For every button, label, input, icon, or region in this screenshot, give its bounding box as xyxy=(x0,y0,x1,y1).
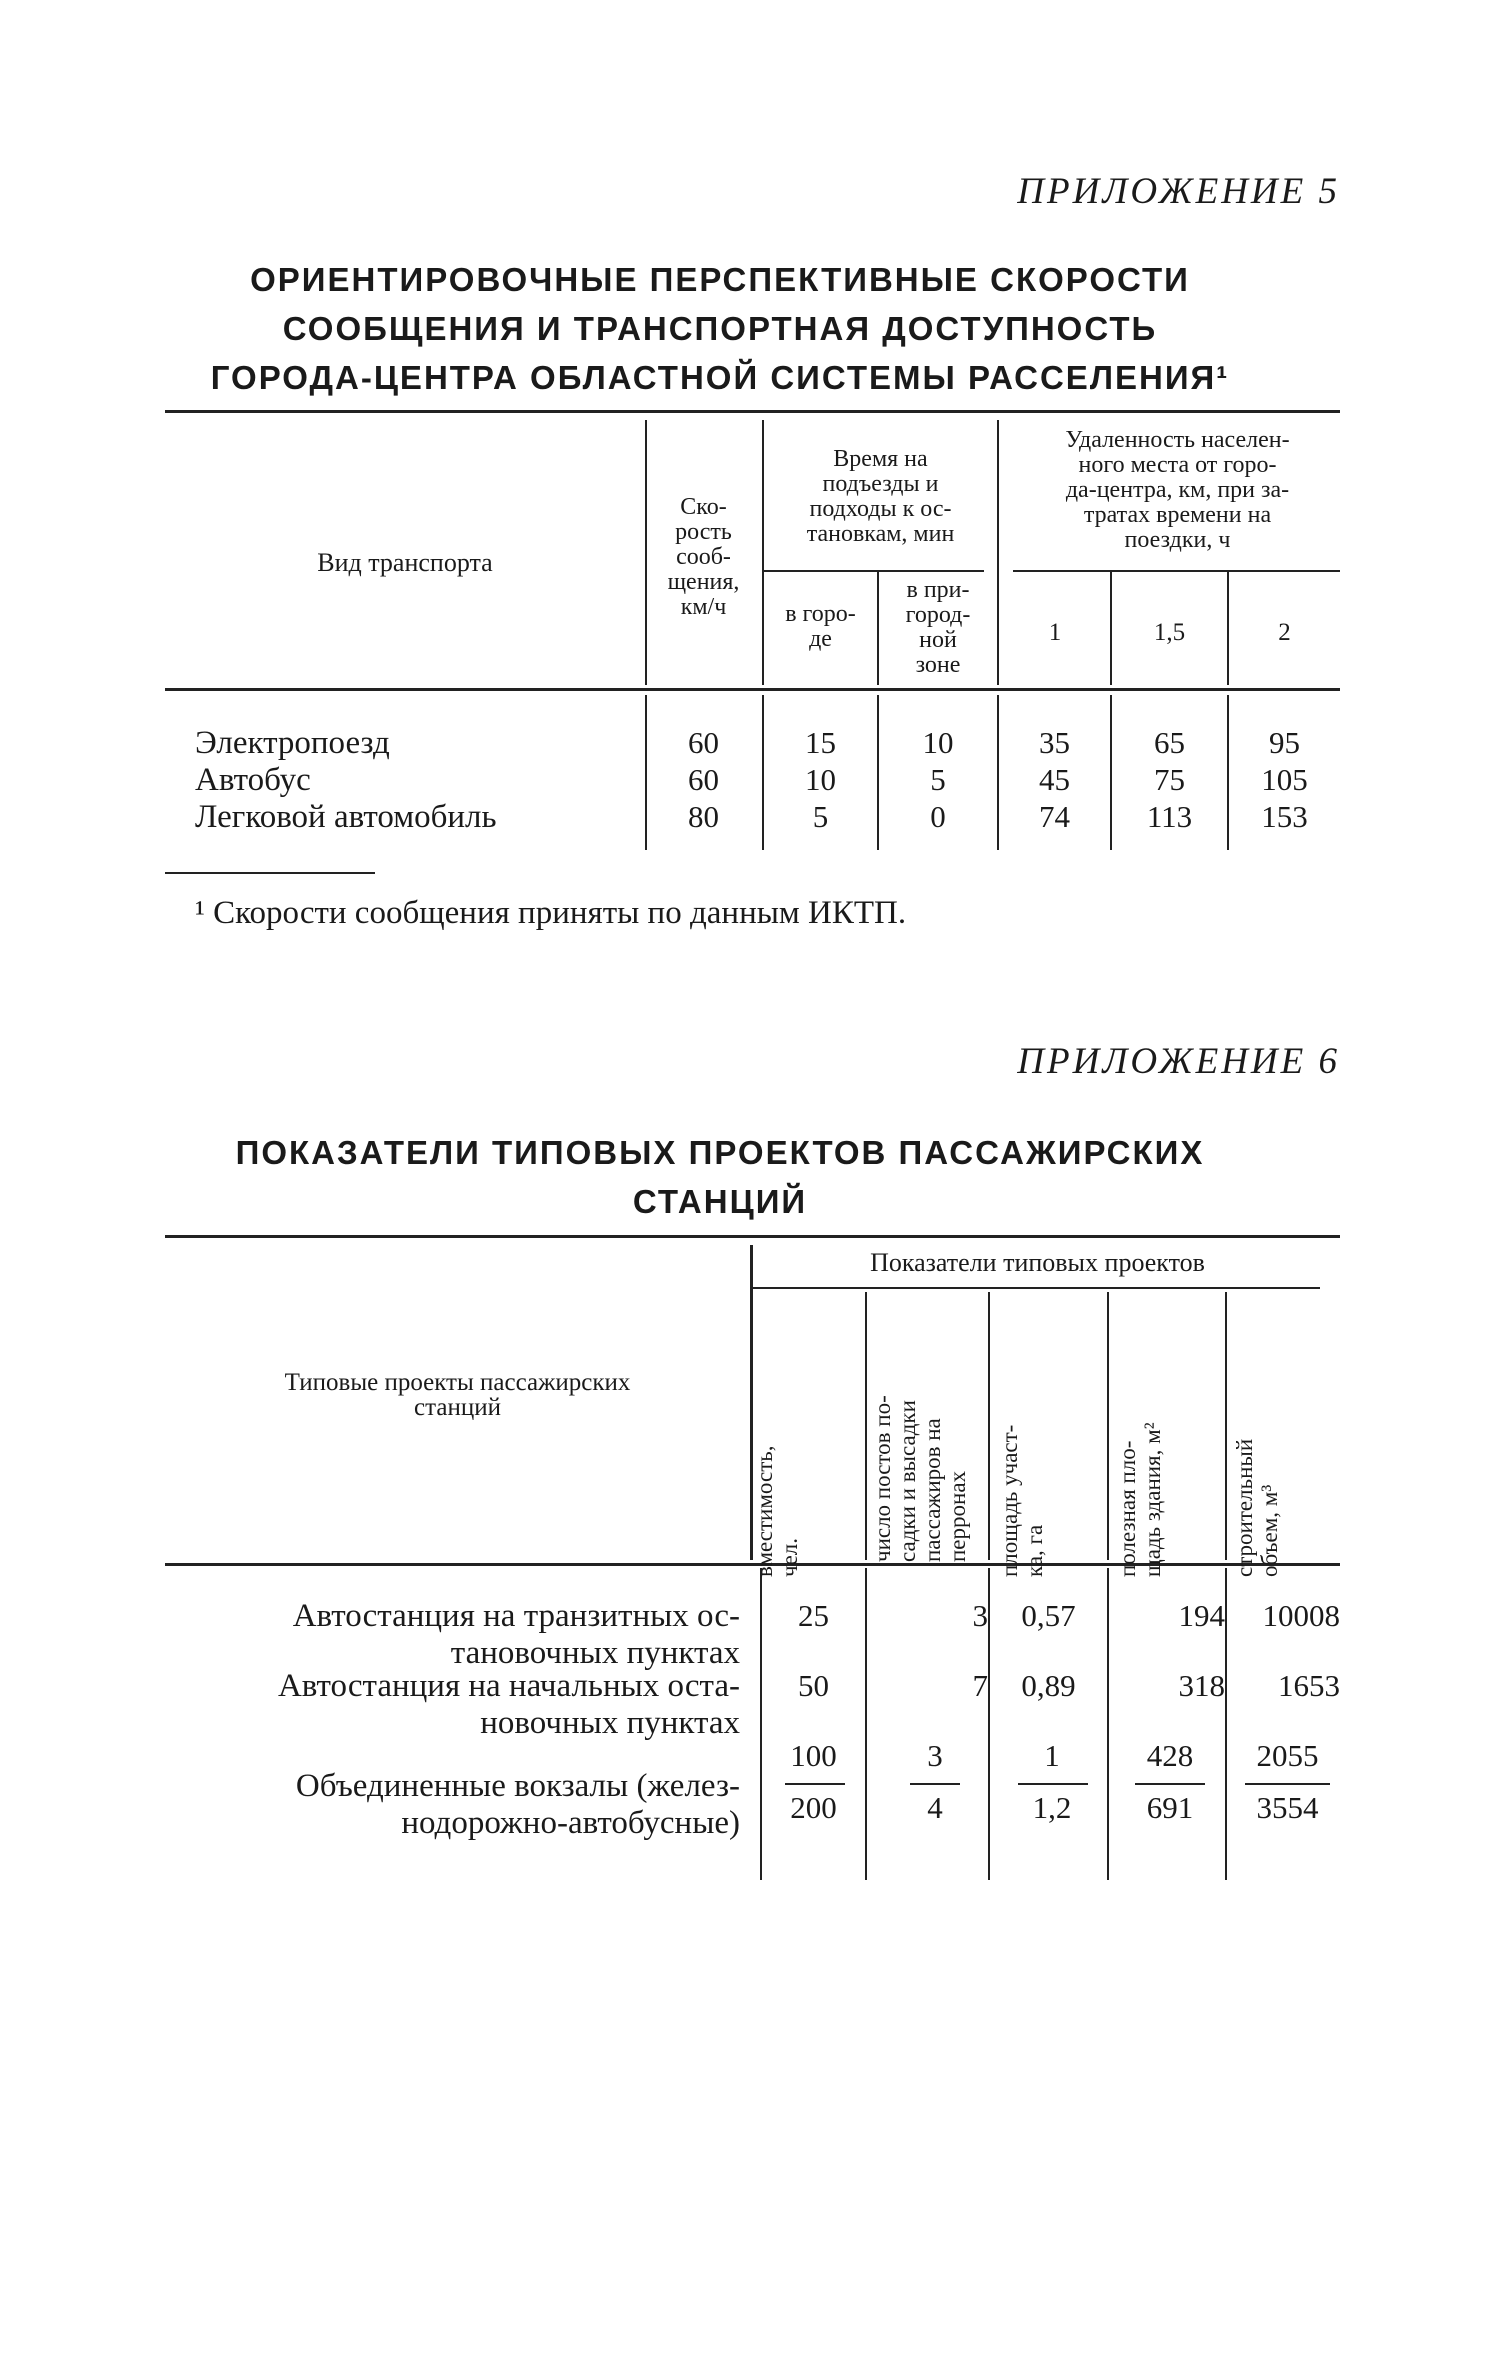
header-volume: строительный объем, м³ xyxy=(1232,1438,1282,1577)
table1-row-name: Электропоезд xyxy=(195,725,390,761)
header-area: площадь участ- ка, га xyxy=(997,1424,1047,1577)
combined-volume-top: 2055 xyxy=(1256,1738,1319,1773)
table2-vline xyxy=(865,1292,867,1560)
table1-cell: 5 xyxy=(812,799,829,834)
table2-cell: 25 xyxy=(798,1598,829,1633)
header-capacity: вместимость, чел. xyxy=(752,1445,802,1577)
footnote: ¹ Скорости сообщения приняты по данным ИКТП. xyxy=(195,895,907,931)
fraction-bar xyxy=(910,1783,960,1785)
table2-cell: 3 xyxy=(972,1598,988,1633)
appendix-6-label: ПРИЛОЖЕНИЕ 6 xyxy=(1017,1041,1340,1082)
combined-area-top: 1 xyxy=(1044,1738,1060,1773)
table1-cell: 113 xyxy=(1146,799,1193,834)
table2-cell: 194 xyxy=(1178,1598,1225,1633)
table1-cell: 153 xyxy=(1261,799,1308,834)
combined-area-bottom: 1,2 xyxy=(1032,1790,1072,1825)
table2-vline xyxy=(1107,1292,1109,1560)
table2-row-name-combined: Объединенные вокзалы (желез- нодорожно-автобусные) xyxy=(295,1768,740,1841)
combined-capacity-bottom: 200 xyxy=(790,1790,837,1825)
table1-cell: 74 xyxy=(1039,799,1070,834)
table1-cell: 45 xyxy=(1039,762,1070,797)
combined-useful-top: 428 xyxy=(1146,1738,1194,1773)
table2-row-name: Автостанция на транзитных ос- тановочных пунктах xyxy=(292,1598,740,1671)
header-projects: Типовые проекты пассажирских станций xyxy=(284,1369,631,1421)
table1-time-subrule xyxy=(762,570,984,572)
fraction-bar xyxy=(1245,1783,1330,1785)
table1-row-name: Легковой автомобиль xyxy=(195,799,497,835)
table1-cell: 60 xyxy=(688,725,719,760)
combined-useful-bottom: 691 xyxy=(1146,1790,1194,1825)
table2-cell: 10008 xyxy=(1262,1598,1340,1633)
table2-top-rule xyxy=(165,1235,1340,1238)
header-time-group: Время на подъезды и подходы к ос- тановкам, мин xyxy=(806,446,955,547)
table2-cell: 50 xyxy=(798,1668,829,1703)
header-useful-area: полезная пло- щадь здания, м² xyxy=(1115,1422,1165,1577)
table2-cell: 1653 xyxy=(1278,1668,1340,1703)
combined-posts-bottom: 4 xyxy=(927,1790,943,1825)
appendix-5-title xyxy=(180,255,1260,402)
table1-cell: 75 xyxy=(1154,762,1185,797)
combined-volume-bottom: 3554 xyxy=(1256,1790,1319,1825)
header-indicators-group: Показатели типовых проектов xyxy=(870,1248,1205,1277)
table2-group-rule xyxy=(750,1287,1320,1289)
header-distance-1-5: 1,5 xyxy=(1153,619,1186,646)
table1-cell: 10 xyxy=(805,762,836,797)
table2-vline xyxy=(988,1292,990,1560)
header-posts: число постов по- садки и высадки пассажиров на перронах xyxy=(870,1395,970,1562)
table2-cell: 0,57 xyxy=(1021,1598,1076,1633)
table1-cell: 80 xyxy=(688,799,719,834)
fraction-bar xyxy=(1018,1783,1088,1785)
appendix-6-title-line-1: ПОКАЗАТЕЛИ ТИПОВЫХ ПРОЕКТОВ ПАССАЖИРСКИХ xyxy=(235,1134,1205,1171)
table1-cell: 5 xyxy=(930,762,946,797)
table1-cell: 65 xyxy=(1154,725,1185,760)
appendix-6-title xyxy=(180,1128,1260,1226)
table1-cell: 35 xyxy=(1039,725,1070,760)
combined-capacity-top: 100 xyxy=(790,1738,837,1773)
table1-cell: 10 xyxy=(922,725,954,760)
fraction-bar xyxy=(785,1783,845,1785)
appendix-5-title-line-2: СООБЩЕНИЯ И ТРАНСПОРТНАЯ ДОСТУПНОСТЬ xyxy=(282,310,1158,347)
table2-cell: 7 xyxy=(972,1668,988,1703)
table1-header-rule xyxy=(165,688,1340,691)
appendix-5-title-line-3: ГОРОДА-ЦЕНТРА ОБЛАСТНОЙ СИСТЕМЫ РАССЕЛЕНИЯ¹ xyxy=(210,359,1230,396)
fraction-bar xyxy=(1135,1783,1205,1785)
header-speed: Ско- рость сооб- щения, км/ч xyxy=(667,494,740,620)
header-distance-1: 1 xyxy=(1048,619,1062,646)
appendix-5-label: ПРИЛОЖЕНИЕ 5 xyxy=(1017,171,1340,212)
table1-top-rule xyxy=(165,410,1340,413)
header-transport: Вид транспорта xyxy=(317,548,493,577)
table2-cell: 0,89 xyxy=(1021,1668,1076,1703)
combined-posts-top: 3 xyxy=(927,1738,943,1773)
table1-cell: 0 xyxy=(930,799,946,834)
table2-vline xyxy=(1225,1292,1227,1560)
table1-cell: 15 xyxy=(805,725,836,760)
header-time-suburb: в при- город- ной зоне xyxy=(905,577,971,678)
header-time-city: в горо- де xyxy=(785,601,856,652)
footnote-rule xyxy=(165,872,375,874)
table1-cell: 95 xyxy=(1269,725,1300,760)
table1-distance-subrule xyxy=(1013,570,1340,572)
appendix-6-title-line-2: СТАНЦИЙ xyxy=(632,1183,808,1220)
table1-cell: 105 xyxy=(1261,762,1308,797)
table1-cell: 60 xyxy=(688,762,719,797)
appendix-5-title-line-1: ОРИЕНТИРОВОЧНЫЕ ПЕРСПЕКТИВНЫЕ СКОРОСТИ xyxy=(250,261,1190,298)
header-distance-2: 2 xyxy=(1278,619,1291,646)
table2-cell: 318 xyxy=(1178,1668,1225,1703)
table1-vline xyxy=(997,420,999,685)
header-distance-group: Удаленность населен- ного места от горо- да-центра, км, при за- тратах времени на поездки, ч xyxy=(1065,427,1290,553)
table1-row-name: Автобус xyxy=(195,762,311,798)
table2-row-name: Автостанция на начальных оста- новочных пунктах xyxy=(277,1668,740,1741)
